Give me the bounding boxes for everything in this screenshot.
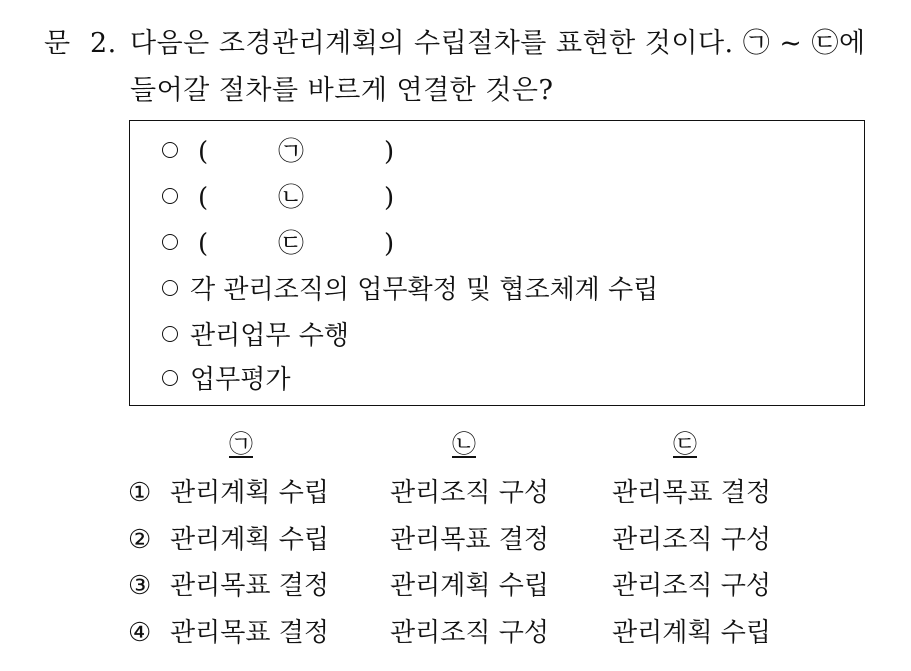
question-label: 문 xyxy=(44,28,71,59)
blank-close-paren: ) xyxy=(384,137,395,167)
option-4-c: 관리계획 수립 xyxy=(612,618,771,648)
bullet-circle-icon xyxy=(162,142,178,158)
procedure-step-1 xyxy=(162,277,658,303)
question-number: 2. xyxy=(90,28,117,59)
blank-open-paren: ( xyxy=(198,137,209,167)
column-header-b: ㉡ xyxy=(452,430,476,458)
option-number[interactable]: ③ xyxy=(128,571,152,601)
procedure-step-2 xyxy=(162,323,349,349)
bullet-circle-icon xyxy=(162,326,178,342)
procedure-blank-3 xyxy=(162,229,395,259)
option-2-a: 관리계획 수립 xyxy=(170,525,329,555)
option-4-b: 관리조직 구성 xyxy=(390,618,549,648)
procedure-box xyxy=(129,120,865,406)
option-number[interactable]: ④ xyxy=(128,618,152,648)
blank-marker-b: ㉡ xyxy=(278,183,305,213)
question-text-line1: 다음은 조경관리계획의 수립절차를 표현한 것이다. ㉠ ~ ㉢에 xyxy=(130,28,866,59)
question-text-line2: 들어갈 절차를 바르게 연결한 것은? xyxy=(130,75,554,106)
blank-open-paren: ( xyxy=(198,183,209,213)
option-number[interactable]: ② xyxy=(128,525,152,555)
procedure-blank-2 xyxy=(162,183,395,213)
option-3-c: 관리조직 구성 xyxy=(612,571,771,601)
option-1-c: 관리목표 결정 xyxy=(612,478,771,508)
column-header-c: ㉢ xyxy=(673,430,697,458)
option-1-b: 관리조직 구성 xyxy=(390,478,549,508)
bullet-circle-icon xyxy=(162,370,178,386)
blank-open-paren: ( xyxy=(198,229,209,259)
option-2-c: 관리조직 구성 xyxy=(612,525,771,555)
blank-close-paren: ) xyxy=(384,183,395,213)
step-text: 각 관리조직의 업무확정 및 협조체계 수립 xyxy=(190,275,659,305)
option-number[interactable]: ① xyxy=(128,478,152,508)
blank-marker-c: ㉢ xyxy=(278,229,305,259)
option-3-a: 관리목표 결정 xyxy=(170,571,329,601)
option-3-b: 관리계획 수립 xyxy=(390,571,549,601)
procedure-blank-1 xyxy=(162,137,395,167)
step-text: 관리업무 수행 xyxy=(190,321,349,351)
blank-marker-a: ㉠ xyxy=(278,137,305,167)
procedure-step-3 xyxy=(162,367,290,393)
blank-close-paren: ) xyxy=(384,229,395,259)
option-2-b: 관리목표 결정 xyxy=(390,525,549,555)
bullet-circle-icon xyxy=(162,280,178,296)
option-1-a: 관리계획 수립 xyxy=(170,478,329,508)
step-text: 업무평가 xyxy=(190,365,291,395)
bullet-circle-icon xyxy=(162,234,178,250)
option-4-a: 관리목표 결정 xyxy=(170,618,329,648)
column-header-a: ㉠ xyxy=(229,430,253,458)
bullet-circle-icon xyxy=(162,188,178,204)
